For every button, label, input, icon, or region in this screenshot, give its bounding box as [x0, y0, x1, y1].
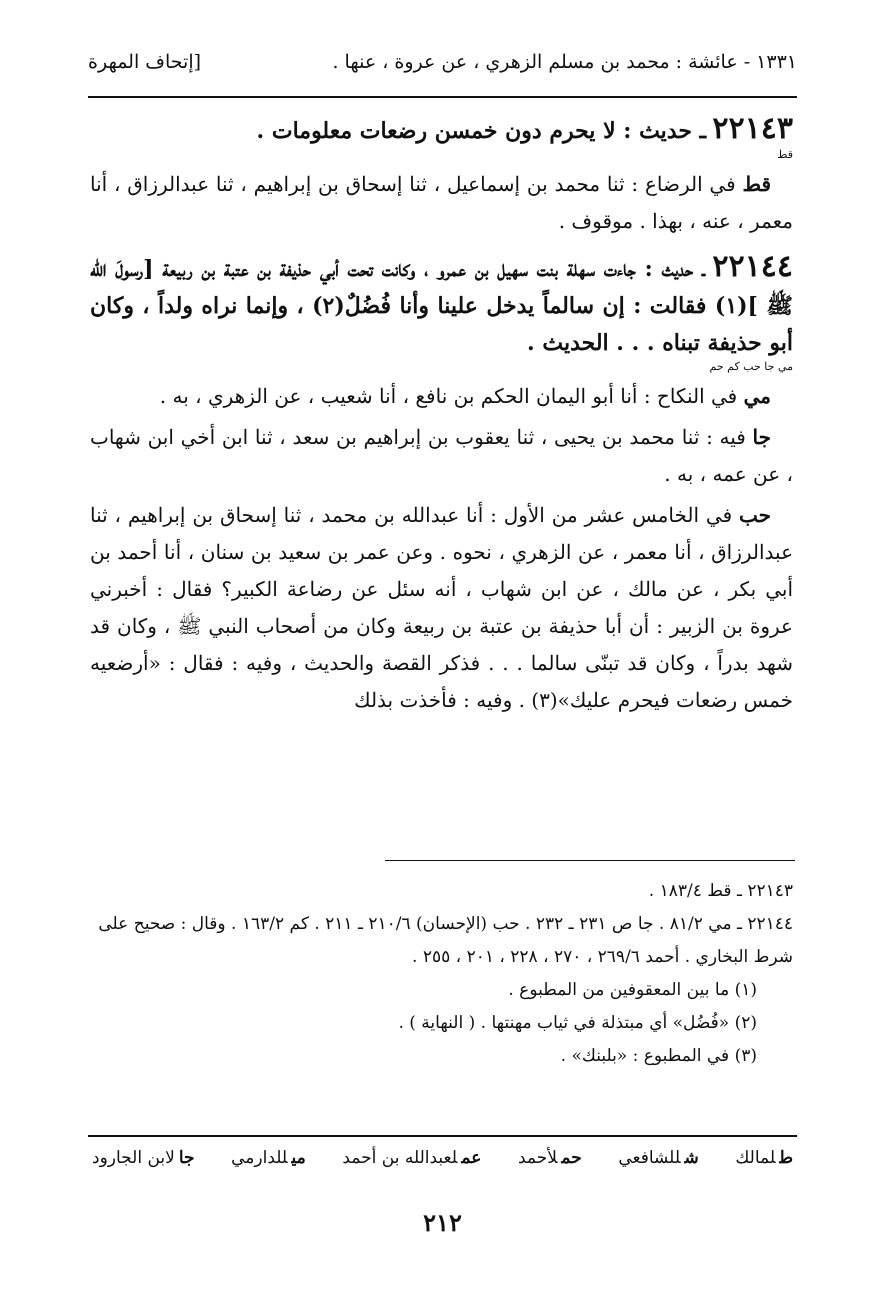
sigla-legend [92, 1148, 793, 1168]
main-text [90, 110, 793, 721]
isnad-text: في الخامس عشر من الأول : أنا عبدالله بن محمد ، ثنا إسحاق بن إبراهيم ، ثنا عبدالرزاق ، أنا معمر ، عن الزهري ، نحوه . وعن عمر بن سعيد بن سنان ، أنا أحمد بن أبي بكر ، عن مالك ، عن ابن شهاب ، أنه سئل عن رضاعة الكبير؟ فقال : أخبرني عروة بن الزبير : أن أبا حذيفة بن عتبة بن ربيعة وكان من أصحاب النبي ﷺ ، وكان قد شهد بدراً ، وكان قد تبنّى سالما . . . فذكر القصة والحديث ، وفيه : فقال : «أرضعيه خمس رضعات فيحرم عليك»(٣) . وفيه : فأخذت بذلك [90, 503, 793, 712]
isnad-paragraph [90, 378, 793, 415]
running-header [88, 42, 797, 82]
reference-note: ٢٢١٤٣ ـ قط ١٨٣/٤ . [648, 881, 793, 901]
book-title: [إتحاف المهرة [88, 51, 202, 73]
footnote-1: (١) ما بين المعقوفين من المطبوع . [508, 980, 757, 1000]
source-sigla: قط [777, 148, 793, 161]
legend-item: حملأحمد [517, 1148, 582, 1168]
isnad-text: في الرضاع : ثنا محمد بن إسماعيل ، ثنا إسحاق بن إبراهيم ، ثنا عبدالرزاق ، أنا معمر ، عنه ، بهذا . موقوف . [90, 172, 793, 233]
page-number: ٢١٢ [423, 1208, 462, 1237]
legend-item: شللشافعي [618, 1148, 699, 1168]
legend-item: ميللدارمي [231, 1148, 306, 1168]
footnote-separator [385, 860, 795, 861]
source-code: قط [742, 172, 772, 196]
hadith-text: ـ حديث : لا يحرم دون خمسن رضعات معلومات . [256, 118, 707, 144]
reference-note: ٢٢١٤٤ ـ مي ٨١/٢ . جا ص ٢٣١ ـ ٢٣٢ . حب (الإحسان) ٢١٠/٦ ـ ٢١١ . كم ١٦٣/٢ . وقال : صحيح على شرط البخاري . أحمد ٢٦٩/٦ ، ٢٧٠ ، ٢٢٨ ، ٢٠١ ، ٢٥٥ . [98, 914, 793, 967]
hadith-text: ـ حديث : جاءت سهلة بنت سهيل بن عمرو ، وكانت تحت أبي حذيفة بن عتبة بن ربيعة [رسولَ الله ﷺ ](١) فقالت : إن سالماً يدخل علينا وأنا فُضُلٌ(٢) ، وإنما نراه ولداً ، وكان أبو حذيفة تبناه . . . الحديث . [90, 256, 793, 356]
hadith-entry-22143 [90, 110, 793, 240]
legend-item: جالابن الجارود [92, 1148, 195, 1168]
chapter-title: ١٣٣١ - عائشة : محمد بن مسلم الزهري ، عن عروة ، عنها . [332, 51, 797, 73]
isnad-text: في النكاح : أنا أبو اليمان الحكم بن نافع ، أنا شعيب ، عن الزهري ، به . [159, 384, 738, 408]
legend-item: طلمالك [735, 1148, 793, 1168]
entry-number: ٢٢١٤٤ [712, 249, 793, 284]
legend-rule [88, 1135, 797, 1137]
footnotes [90, 875, 793, 1073]
isnad-paragraph [90, 497, 793, 719]
isnad-paragraph [90, 166, 793, 240]
source-sigla: مي جا حب كم حم [709, 360, 793, 373]
source-code: جا [752, 425, 771, 449]
isnad-paragraph [90, 419, 793, 493]
footnote-2: (٢) «فُضُل» أي مبتذلة في ثياب مهنتها . ( النهاية ) . [398, 1013, 757, 1033]
legend-item: عملعبدالله بن أحمد [342, 1148, 482, 1168]
header-rule [88, 96, 797, 98]
footnote-3: (٣) في المطبوع : «بلبنك» . [560, 1046, 757, 1066]
source-code: مي [743, 384, 771, 408]
source-code: حب [739, 503, 772, 527]
hadith-entry-22144 [90, 248, 793, 719]
isnad-text: فيه : ثنا محمد بن يحيى ، ثنا يعقوب بن إبراهيم بن سعد ، ثنا ابن أخي ابن شهاب ، عن عمه ، به . [90, 425, 793, 486]
entry-number: ٢٢١٤٣ [712, 111, 793, 146]
